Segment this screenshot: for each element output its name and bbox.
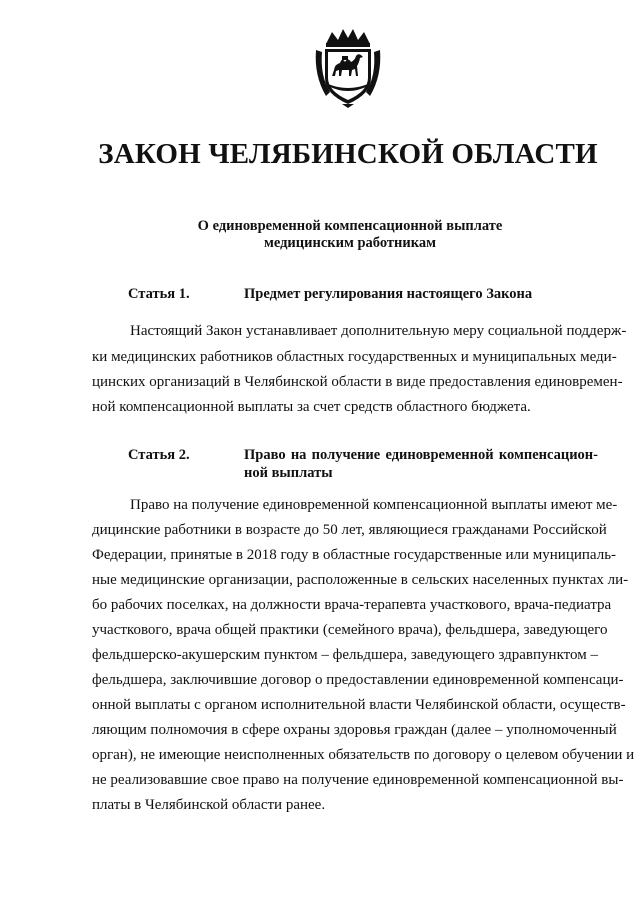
law-subtitle-line: О единовременной компенсационной выплате bbox=[197, 218, 503, 234]
law-title: ЗАКОН ЧЕЛЯБИНСКОЙ ОБЛАСТИ bbox=[98, 138, 598, 170]
article-text-line: Федерации, принятые в 2018 году в областные государственные или муниципаль- bbox=[92, 547, 617, 563]
article-number: Статья 1. bbox=[128, 286, 190, 302]
article-text-line: фельдшера, заключившие договор о предоставлении единовременной компенсаци- bbox=[92, 672, 624, 688]
article-text-line: дицинские работники в возрасте до 50 лет, являющиеся гражданами Российской bbox=[92, 522, 607, 538]
article-text-line: платы в Челябинской области ранее. bbox=[92, 797, 326, 813]
chelyabinsk-coat-of-arms-icon bbox=[312, 26, 384, 108]
law-subtitle bbox=[150, 218, 550, 252]
law-subtitle-line: медицинским работникам bbox=[263, 235, 437, 251]
article-text-line: ляющим полномочия в сфере охраны здоровья граждан (далее – уполномоченный bbox=[92, 722, 617, 738]
article-text-line: Право на получение единовременной компенсационной выплаты имеют ме- bbox=[130, 497, 618, 513]
article-text-line: ной компенсационной выплаты за счет средств областного бюджета. bbox=[92, 399, 531, 415]
article-name-line: Право на получение единовременной компенсацион- bbox=[244, 447, 598, 463]
article-number: Статья 2. bbox=[128, 447, 190, 463]
article-text-line: фельдшерско-акушерским пунктом – фельдшера, заведующего здравпунктом – bbox=[92, 647, 598, 663]
article-text-line: цинских организаций в Челябинской области в виде предоставления единовремен- bbox=[92, 374, 623, 390]
article-text-line: онной выплаты с органом исполнительной власти Челябинской области, осуществ- bbox=[92, 697, 626, 713]
article-text-line: не реализовавшие свое право на получение единовременной компенсационной вы- bbox=[92, 772, 624, 788]
article-name bbox=[244, 446, 598, 482]
article-text-line: ки медицинских работников областных государственных и муниципальных меди- bbox=[92, 349, 617, 365]
article-name-line: ной выплаты bbox=[244, 465, 333, 481]
article-text-line: участкового, врача общей практики (семейного врача), фельдшера, заведующего bbox=[92, 622, 608, 638]
article-name: Предмет регулирования настоящего Закона bbox=[244, 286, 533, 302]
article-text-line: ные медицинские организации, расположенные в сельских населенных пунктах ли- bbox=[92, 572, 629, 588]
article-text-line: орган), не имеющие неисполненных обязательств по договору о целевом обучении и bbox=[92, 747, 635, 763]
article-text-line: Настоящий Закон устанавливает дополнительную меру социальной поддерж- bbox=[130, 323, 627, 339]
article-text-line: бо рабочих поселках, на должности врача-терапевта участкового, врача-педиатра bbox=[92, 597, 612, 613]
